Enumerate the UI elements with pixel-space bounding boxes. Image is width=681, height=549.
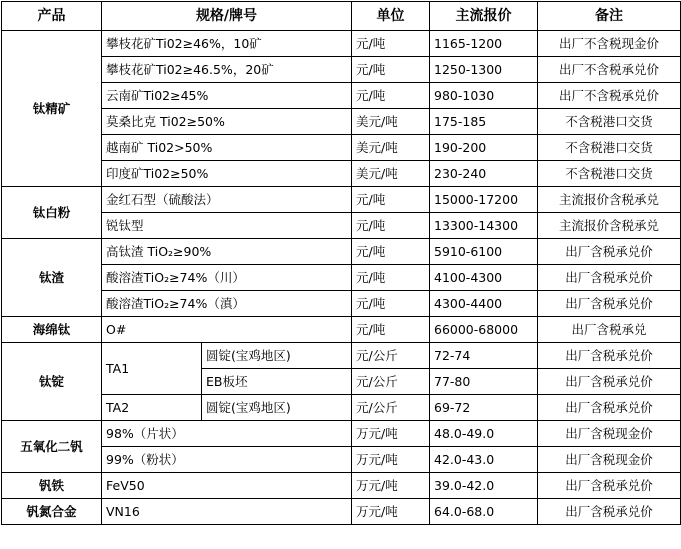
- unit-cell: 元/公斤: [352, 395, 430, 421]
- price-cell: 42.0-43.0: [430, 447, 538, 473]
- unit-cell: 万元/吨: [352, 447, 430, 473]
- price-cell: 72-74: [430, 343, 538, 369]
- unit-cell: 元/吨: [352, 187, 430, 213]
- product-category-cell: 钒氮合金: [2, 499, 102, 525]
- note-cell: 不含税港口交货: [538, 135, 681, 161]
- table-row: [2, 135, 681, 161]
- table-header-row: [2, 2, 681, 31]
- price-cell: 13300-14300: [430, 213, 538, 239]
- spec-cell: 越南矿 Ti02>50%: [102, 135, 352, 161]
- unit-cell: 万元/吨: [352, 473, 430, 499]
- column-header-price: 主流报价: [430, 2, 538, 31]
- spec-cell: O#: [102, 317, 352, 343]
- unit-cell: 元/吨: [352, 57, 430, 83]
- unit-cell: 元/公斤: [352, 369, 430, 395]
- unit-cell: 元/吨: [352, 291, 430, 317]
- product-category-cell: 钒铁: [2, 473, 102, 499]
- table-row: [2, 265, 681, 291]
- price-table: [1, 1, 681, 525]
- spec-cell: 印度矿Ti02≥50%: [102, 161, 352, 187]
- spec-cell: FeV50: [102, 473, 352, 499]
- spec-cell: 圆锭(宝鸡地区): [202, 395, 352, 421]
- price-cell: 66000-68000: [430, 317, 538, 343]
- table-row: [2, 473, 681, 499]
- spec-cell: VN16: [102, 499, 352, 525]
- table-body: [2, 31, 681, 525]
- price-cell: 64.0-68.0: [430, 499, 538, 525]
- spec-cell: 酸溶渣TiO₂≥74%（滇）: [102, 291, 352, 317]
- note-cell: 出厂含税承兑价: [538, 265, 681, 291]
- product-category-cell: 钛锭: [2, 343, 102, 421]
- note-cell: 出厂含税承兑价: [538, 499, 681, 525]
- table-row: [2, 57, 681, 83]
- table-row: [2, 83, 681, 109]
- table-row: [2, 31, 681, 57]
- note-cell: 出厂含税承兑价: [538, 343, 681, 369]
- note-cell: 出厂含税承兑: [538, 317, 681, 343]
- price-cell: 5910-6100: [430, 239, 538, 265]
- note-cell: 不含税港口交货: [538, 109, 681, 135]
- table-row: [2, 187, 681, 213]
- note-cell: 出厂含税承兑价: [538, 291, 681, 317]
- price-cell: 48.0-49.0: [430, 421, 538, 447]
- price-cell: 39.0-42.0: [430, 473, 538, 499]
- unit-cell: 万元/吨: [352, 421, 430, 447]
- price-cell: 69-72: [430, 395, 538, 421]
- column-header-note: 备注: [538, 2, 681, 31]
- price-cell: 15000-17200: [430, 187, 538, 213]
- note-cell: 出厂含税承兑价: [538, 369, 681, 395]
- product-category-cell: 钛白粉: [2, 187, 102, 239]
- table-row: [2, 239, 681, 265]
- unit-cell: 元/吨: [352, 239, 430, 265]
- unit-cell: 美元/吨: [352, 135, 430, 161]
- spec-cell: 锐钛型: [102, 213, 352, 239]
- price-cell: 230-240: [430, 161, 538, 187]
- note-cell: 出厂不含税现金价: [538, 31, 681, 57]
- note-cell: 出厂含税现金价: [538, 447, 681, 473]
- note-cell: 出厂含税承兑价: [538, 239, 681, 265]
- price-cell: 980-1030: [430, 83, 538, 109]
- table-row: [2, 161, 681, 187]
- table-row: [2, 109, 681, 135]
- spec-cell: EB板坯: [202, 369, 352, 395]
- unit-cell: 美元/吨: [352, 109, 430, 135]
- unit-cell: 元/吨: [352, 31, 430, 57]
- price-cell: 175-185: [430, 109, 538, 135]
- spec-cell: 圆锭(宝鸡地区): [202, 343, 352, 369]
- table-header: [2, 2, 681, 31]
- unit-cell: 元/吨: [352, 317, 430, 343]
- spec-cell: 98%（片状）: [102, 421, 352, 447]
- table-row: [2, 343, 681, 369]
- price-cell: 4100-4300: [430, 265, 538, 291]
- unit-cell: 元/吨: [352, 265, 430, 291]
- price-cell: 190-200: [430, 135, 538, 161]
- spec-cell: 99%（粉状）: [102, 447, 352, 473]
- unit-cell: 万元/吨: [352, 499, 430, 525]
- table-row: [2, 213, 681, 239]
- note-cell: 出厂含税现金价: [538, 421, 681, 447]
- note-cell: 出厂不含税承兑价: [538, 57, 681, 83]
- note-cell: 出厂含税承兑价: [538, 395, 681, 421]
- column-header-spec: 规格/牌号: [102, 2, 352, 31]
- note-cell: 出厂不含税承兑价: [538, 83, 681, 109]
- note-cell: 不含税港口交货: [538, 161, 681, 187]
- spec-cell: 攀枝花矿Ti02≥46.5%，20矿: [102, 57, 352, 83]
- grade-cell: TA1: [102, 343, 202, 395]
- unit-cell: 元/吨: [352, 83, 430, 109]
- unit-cell: 元/吨: [352, 213, 430, 239]
- column-header-product: 产品: [2, 2, 102, 31]
- unit-cell: 美元/吨: [352, 161, 430, 187]
- price-cell: 1250-1300: [430, 57, 538, 83]
- spec-cell: 莫桑比克 Ti02≥50%: [102, 109, 352, 135]
- spec-cell: 攀枝花矿Ti02≥46%，10矿: [102, 31, 352, 57]
- spec-cell: 云南矿Ti02≥45%: [102, 83, 352, 109]
- column-header-unit: 单位: [352, 2, 430, 31]
- table-row: [2, 291, 681, 317]
- price-cell: 4300-4400: [430, 291, 538, 317]
- table-row: [2, 421, 681, 447]
- table-row: [2, 317, 681, 343]
- note-cell: 出厂含税承兑价: [538, 473, 681, 499]
- note-cell: 主流报价含税承兑: [538, 213, 681, 239]
- unit-cell: 元/公斤: [352, 343, 430, 369]
- grade-cell: TA2: [102, 395, 202, 421]
- price-cell: 77-80: [430, 369, 538, 395]
- table-row: [2, 395, 681, 421]
- spec-cell: 高钛渣 TiO₂≥90%: [102, 239, 352, 265]
- spec-cell: 金红石型（硫酸法）: [102, 187, 352, 213]
- product-category-cell: 五氧化二钒: [2, 421, 102, 473]
- product-category-cell: 钛精矿: [2, 31, 102, 187]
- table-row: [2, 499, 681, 525]
- note-cell: 主流报价含税承兑: [538, 187, 681, 213]
- price-cell: 1165-1200: [430, 31, 538, 57]
- product-category-cell: 钛渣: [2, 239, 102, 317]
- spec-cell: 酸溶渣TiO₂≥74%（川）: [102, 265, 352, 291]
- product-category-cell: 海绵钛: [2, 317, 102, 343]
- table-row: [2, 447, 681, 473]
